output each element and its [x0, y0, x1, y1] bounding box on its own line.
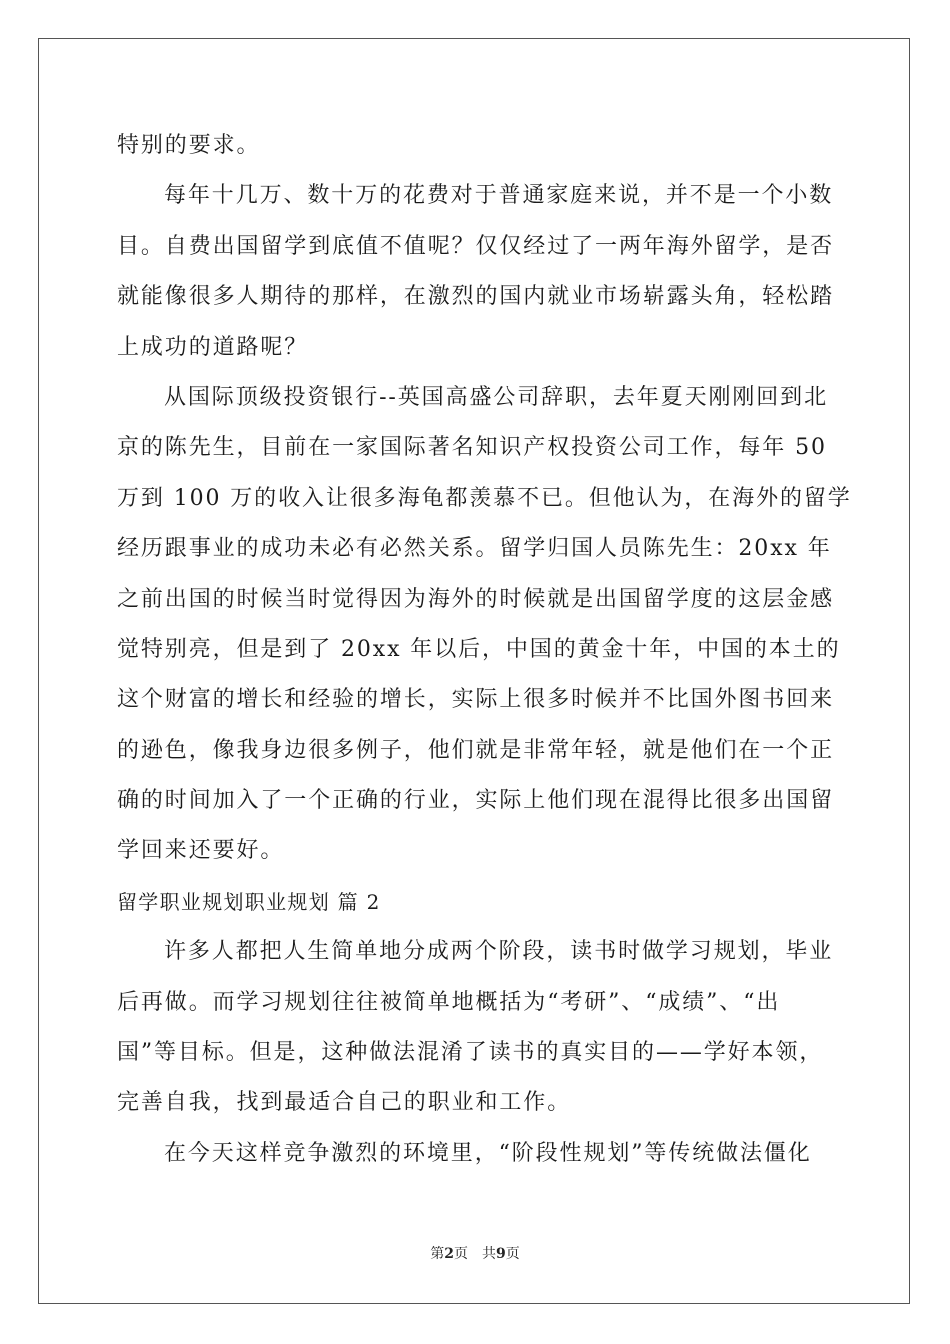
text-line: 后再做。而学习规划往往被简单地概括为“考研”、“成绩”、“出 — [117, 989, 781, 1015]
text-line: 学回来还要好。 — [117, 838, 285, 864]
text-line: 觉特别亮，但是到了 20xx 年以后，中国的黄金十年，中国的本土的 — [117, 636, 841, 662]
section-heading: 留学职业规划职业规划 篇 2 — [117, 889, 381, 914]
text-line: 京的陈先生，目前在一家国际著名知识产权投资公司工作，每年 50 — [117, 435, 827, 461]
text-line: 这个财富的增长和经验的增长，实际上很多时候并不比国外图书回来 — [117, 687, 835, 713]
current-page-number: 2 — [444, 1246, 454, 1262]
text-line: 确的时间加入了一个正确的行业，实际上他们现在混得比很多出国留 — [117, 788, 835, 814]
text-line: 就能像很多人期待的那样，在激烈的国内就业市场崭露头角，轻松踏 — [117, 284, 835, 310]
text-line: 在今天这样竞争激烈的环境里，“阶段性规划”等传统做法僵化 — [164, 1140, 812, 1166]
text-line: 的逊色，像我身边很多例子，他们就是非常年轻，就是他们在一个正 — [117, 737, 835, 763]
footer-total-prefix: 共 — [482, 1246, 496, 1262]
text-line: 目。自费出国留学到底值不值呢？仅仅经过了一两年海外留学，是否 — [117, 233, 835, 259]
text-line: 国”等目标。但是，这种做法混淆了读书的真实目的——学好本领， — [117, 1040, 824, 1066]
text-line: 万到 100 万的收入让很多海龟都羡慕不已。但他认为，在海外的留学 — [117, 485, 852, 511]
total-pages-number: 9 — [496, 1246, 506, 1262]
text-line: 特别的要求。 — [117, 133, 261, 158]
text-line: 每年十几万、数十万的花费对于普通家庭来说，并不是一个小数 — [164, 183, 834, 209]
document-body — [117, 121, 852, 1179]
page-number-footer — [0, 1243, 950, 1263]
footer-total-suffix: 页 — [505, 1246, 520, 1262]
text-line: 之前出国的时候当时觉得因为海外的时候就是出国留学度的这层金感 — [117, 586, 835, 612]
text-line: 经历跟事业的成功未必有必然关系。留学归国人员陈先生：20xx 年 — [117, 536, 832, 562]
text-line: 完善自我，找到最适合自己的职业和工作。 — [117, 1090, 572, 1116]
text-line: 许多人都把人生简单地分成两个阶段，读书时做学习规划，毕业 — [164, 939, 834, 965]
text-line: 从国际顶级投资银行--英国高盛公司辞职，去年夏天刚刚回到北 — [164, 384, 828, 410]
footer-page-suffix: 页 — [454, 1246, 468, 1262]
text-line: 上成功的道路呢？ — [117, 334, 309, 360]
footer-prefix: 第 — [430, 1246, 445, 1262]
